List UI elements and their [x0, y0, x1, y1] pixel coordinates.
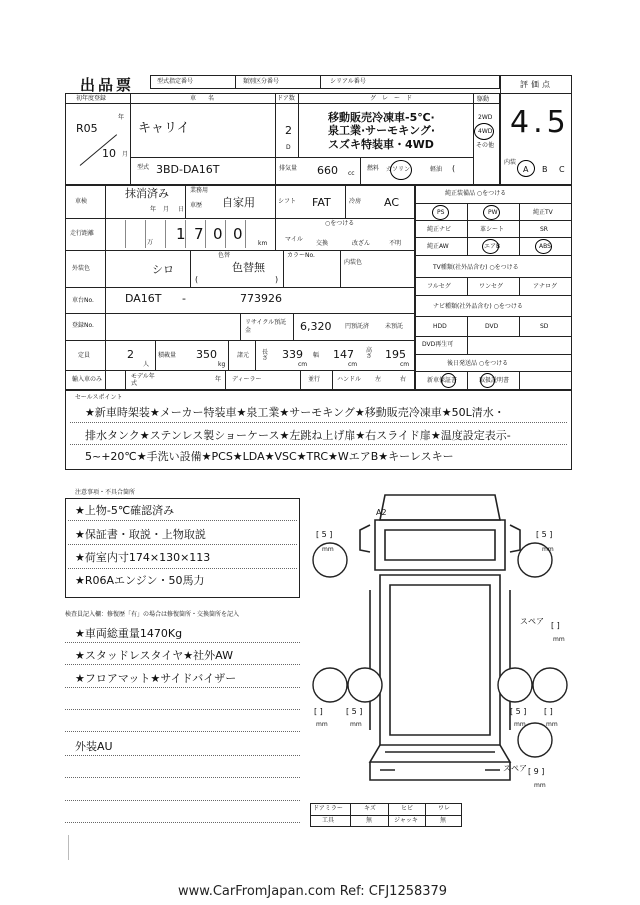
fuel-value: ガソリン — [386, 166, 411, 173]
tv-analog: アナログ — [533, 283, 558, 290]
tire-fr-value: 5 — [541, 530, 547, 539]
dimension-label: 諸元 — [237, 352, 250, 359]
month-unit: 月 — [122, 151, 129, 158]
meter-head: ○をつける — [325, 220, 355, 227]
tire-rl-outer-bracket: [ ] — [314, 707, 323, 716]
mileage-digit-3: 0 — [213, 225, 223, 243]
inspection-label: 車検 — [75, 198, 88, 205]
meter-altered: 改ざん — [352, 240, 371, 247]
tools-header-3: ヒビ — [401, 805, 414, 812]
inspector-label: 検査員記入欄：修復歴「有」の場合は修復箇所・交換箇所を記入 — [65, 611, 240, 618]
watermark: www.CarFromJapan.com Ref: CFJ1258379 — [178, 884, 448, 899]
later-manual: 取扱説明書 — [479, 377, 510, 384]
tire-fl-value: 5 — [321, 530, 327, 539]
tire-rr-outer-mm: mm — [546, 721, 558, 728]
tools-value-1: 工具 — [322, 817, 335, 824]
color-paren-open: ( — [195, 275, 199, 284]
color-paren-close: ) — [275, 275, 279, 284]
navi-dvd-play: DVD再生可 — [422, 341, 454, 348]
interior-label: 内装 — [504, 159, 517, 166]
navi-type-title: ナビ種類(社外品含む) ○をつける — [433, 303, 523, 310]
tools-value-4: 無 — [440, 817, 447, 824]
spare-bottom-label: スペア — [503, 764, 527, 773]
inspection-value: 抹消済み — [125, 187, 169, 200]
tire-rl-value: 5 — [351, 707, 357, 716]
navi-hdd: HDD — [433, 323, 447, 330]
fuel-circle — [390, 160, 412, 180]
color-change-value: 色替無 — [232, 261, 265, 274]
drive-4wd-circle — [474, 123, 494, 140]
navi-dvd: DVD — [485, 323, 499, 330]
grade-line-3: スズキ特装車・4WD — [328, 138, 434, 151]
diagram-a2: A2 — [376, 508, 387, 517]
spare-bottom-bracket: [ 9 ] — [528, 767, 545, 776]
later-warranty: 新車保証書 — [427, 377, 458, 384]
header-id-box — [150, 75, 500, 89]
capacity-value: 2 — [127, 348, 134, 361]
tv-oneseg: ワンセグ — [479, 283, 504, 290]
grade-line-1: 移動販売冷凍車-5℃· — [328, 111, 435, 124]
serial-label: シリアル番号 — [330, 78, 366, 85]
usage-value: 自家用 — [222, 196, 255, 209]
drive-2wd: 2WD — [478, 114, 493, 121]
spare-bottom-value: 9 — [533, 767, 539, 776]
ac-value: AC — [384, 196, 400, 209]
equip-std-tv: 純正TV — [533, 209, 553, 216]
tv-type-title: TV種類(社外品含む) ○をつける — [433, 264, 519, 271]
height-label: 高さ — [366, 347, 373, 360]
model-cert-label: 型式指定番号 — [157, 78, 194, 85]
interior-a-circle — [517, 160, 535, 177]
drive-other: その他 — [476, 142, 495, 149]
equip-ps-circle — [432, 205, 449, 220]
year-unit: 年 — [118, 114, 125, 121]
width-unit: cm — [348, 361, 358, 368]
meter-unknown: 不明 — [389, 240, 402, 247]
sales-points-label: セールスポイント — [75, 394, 123, 401]
score-label: 評価点 — [520, 80, 553, 89]
recycle-unpaid: 未預託 — [385, 323, 404, 330]
notes-line-2: ★保証書・取説・上物取説 — [75, 528, 206, 541]
vehicle-diagram — [310, 490, 572, 810]
mileage-label: 走行距離 — [70, 230, 95, 237]
equip-abs: ABS — [539, 243, 551, 250]
meter-replaced: 交換 — [316, 240, 329, 247]
mileage-digit-2: 7 — [194, 225, 204, 243]
inspector-line-3: ★フロアマット★サイドバイザー — [75, 672, 237, 685]
tire-fl-bracket: [ 5 ] — [316, 530, 333, 539]
equip-ps: PS — [437, 209, 445, 216]
equip-abs-circle — [535, 239, 552, 254]
first-reg-label: 初年度登録 — [76, 95, 107, 102]
capacity-label: 定員 — [78, 352, 91, 359]
handle-right: 右 — [400, 376, 407, 383]
equip-pw-circle — [483, 205, 500, 220]
inspection-month-unit: 月 — [163, 206, 170, 213]
inspection-year-unit: 年 — [150, 206, 157, 213]
tire-fr-mm: mm — [542, 546, 554, 553]
tire-rr-value: 5 — [515, 707, 521, 716]
equip-leather: 革シート — [480, 226, 505, 233]
form-title: 出品票 — [80, 76, 135, 94]
model-year-label: モデル年式 — [131, 373, 155, 388]
handle-label: ハンドル — [337, 376, 362, 383]
equip-std-navi: 純正ナビ — [427, 226, 452, 233]
import-label: 輸入車のみ — [72, 376, 103, 383]
spare-bottom-mm: mm — [534, 782, 546, 789]
car-name: キャリイ — [138, 121, 190, 136]
ac-label: 冷房 — [349, 198, 362, 205]
registration-label: 登録No. — [72, 322, 94, 329]
tools-value-2: 無 — [366, 817, 373, 824]
later-manual-circle — [480, 373, 495, 388]
notes-line-4: ★R06Aエンジン・50馬力 — [75, 574, 205, 587]
exterior-color-value: シロ — [152, 263, 174, 276]
class-label: 類別区分番号 — [243, 78, 280, 85]
parallel-label: 並行 — [308, 376, 321, 383]
tire-rl-mm: mm — [350, 721, 362, 728]
later-warranty-circle — [441, 373, 456, 388]
handle-left: 左 — [375, 376, 382, 383]
fuel-label: 燃料 — [367, 165, 380, 172]
sales-line-1: ★新車時架装★メーカー特装車★泉工業★サーモキング★移動販売冷凍車★50L清水・ — [85, 406, 505, 419]
navi-sd: SD — [540, 323, 549, 330]
cc-unit: cc — [348, 170, 355, 177]
doors-label: ドア数 — [277, 95, 295, 102]
length-label: 長さ — [262, 349, 269, 362]
meter-mile: マイル — [285, 236, 303, 243]
mileage-digit-1: 1 — [176, 225, 186, 243]
later-title: 後日発送品 ○をつける — [447, 360, 509, 367]
grade-line-2: 泉工業·サーモキング· — [328, 124, 436, 137]
chassis-label: 車台No. — [72, 297, 94, 304]
recycle-label: リサイクル預託金 — [245, 319, 287, 334]
drive-label: 駆動 — [477, 96, 490, 103]
usage-note: 業務用 — [190, 187, 209, 194]
recycle-value: 6,320 — [300, 320, 332, 333]
car-name-label: 車名 — [190, 95, 227, 102]
width-label: 幅 — [313, 352, 320, 359]
notes-line-1: ★上物-5℃確認済み — [75, 504, 175, 517]
tire-rr-bracket: [ 5 ] — [510, 707, 527, 716]
tools-header-4: ワレ — [438, 805, 451, 812]
chassis-dash: - — [182, 292, 186, 305]
sales-line-3: 5~+20℃★手洗い設備★PCS★LDA★VSC★TRC★WエアB★キーレスキー — [85, 450, 454, 463]
doors-value: 2 — [285, 124, 292, 137]
recycle-paid: 円預託済 — [345, 323, 370, 330]
color-no-label: カラーNo. — [287, 252, 315, 259]
displacement-value: 660 — [317, 164, 338, 177]
load-unit: kg — [218, 361, 226, 368]
tire-rl-bracket: [ 5 ] — [346, 707, 363, 716]
shift-value: FAT — [312, 196, 331, 209]
tv-fullseg: フルセグ — [427, 283, 451, 290]
keiyu-label: 軽油 — [430, 166, 443, 173]
color-change-label: 色替 — [218, 252, 231, 259]
tools-header-2: キズ — [364, 805, 376, 812]
trim-color-label: 内装色 — [344, 259, 363, 266]
interior-a: A — [523, 165, 529, 174]
tire-rr-mm: mm — [514, 721, 526, 728]
load-label: 積載量 — [158, 352, 177, 359]
displacement-label: 排気量 — [279, 165, 298, 172]
equip-sr: SR — [540, 226, 548, 233]
interior-c: C — [559, 165, 565, 174]
std-equipment-title: 純正装備品 ○をつける — [445, 190, 507, 197]
length-value: 339 — [282, 348, 303, 361]
usage-label: 車歴 — [190, 202, 203, 209]
fuel-paren: ( — [452, 164, 456, 173]
notes-line-3: ★荷室内寸174×130×113 — [75, 551, 211, 564]
equip-airbag-circle — [482, 239, 499, 254]
capacity-unit: 人 — [143, 361, 150, 368]
load-value: 350 — [196, 348, 217, 361]
mileage-digit-4: 0 — [233, 225, 243, 243]
first-reg-year: R05 — [76, 122, 98, 135]
mileage-man-unit: 万 — [147, 239, 154, 246]
inspector-line-1: ★車両総重量1470Kg — [75, 627, 183, 640]
equip-std-aw: 純正AW — [427, 243, 449, 250]
first-reg-month: 10 — [102, 147, 116, 160]
spare-top-bracket: [ ] — [551, 621, 560, 630]
tools-value-3: ジャッキ — [394, 817, 418, 824]
height-unit: cm — [400, 361, 410, 368]
spare-top-label: スペア — [520, 617, 544, 626]
inspection-day-unit: 日 — [178, 206, 185, 213]
sales-line-2: 排水タンク★ステンレス製ショーケース★左跳ね上げ扉★右スライド扉★温度設定表示- — [85, 429, 511, 442]
model-value: 3BD-DA16T — [156, 163, 220, 176]
length-unit: cm — [298, 361, 308, 368]
grade-label: グレード — [370, 95, 419, 102]
mileage-km-unit: km — [258, 240, 268, 247]
tire-fl-mm: mm — [322, 546, 334, 553]
shift-label: シフト — [278, 198, 297, 205]
dealer-label: ディーラー — [232, 376, 262, 383]
interior-b: B — [542, 165, 548, 174]
model-label: 型式 — [137, 164, 150, 171]
exterior-color-label: 外装色 — [72, 265, 91, 272]
tire-fr-bracket: [ 5 ] — [536, 530, 553, 539]
equip-pw: PW — [488, 209, 498, 216]
drive-4wd: 4WD — [478, 128, 493, 135]
spare-top-mm: mm — [553, 636, 565, 643]
width-value: 147 — [333, 348, 354, 361]
chassis-number: 773926 — [240, 292, 282, 305]
height-value: 195 — [385, 348, 406, 361]
inspector-line-6: 外装AU — [75, 740, 113, 753]
tire-rl-outer-mm: mm — [316, 721, 328, 728]
tools-header-1: ドアミラー — [313, 805, 343, 812]
inspector-line-2: ★スタッドレスタイヤ★社外AW — [75, 649, 233, 662]
door-d: D — [286, 144, 291, 151]
tire-rr-outer-bracket: [ ] — [544, 707, 553, 716]
score-value: 4.5 — [510, 105, 570, 140]
notes-label: 注意事項・不具合箇所 — [75, 489, 136, 496]
model-year-unit: 年 — [215, 376, 222, 383]
chassis-prefix: DA16T — [125, 292, 162, 305]
equip-airbag: エアB — [484, 243, 501, 250]
